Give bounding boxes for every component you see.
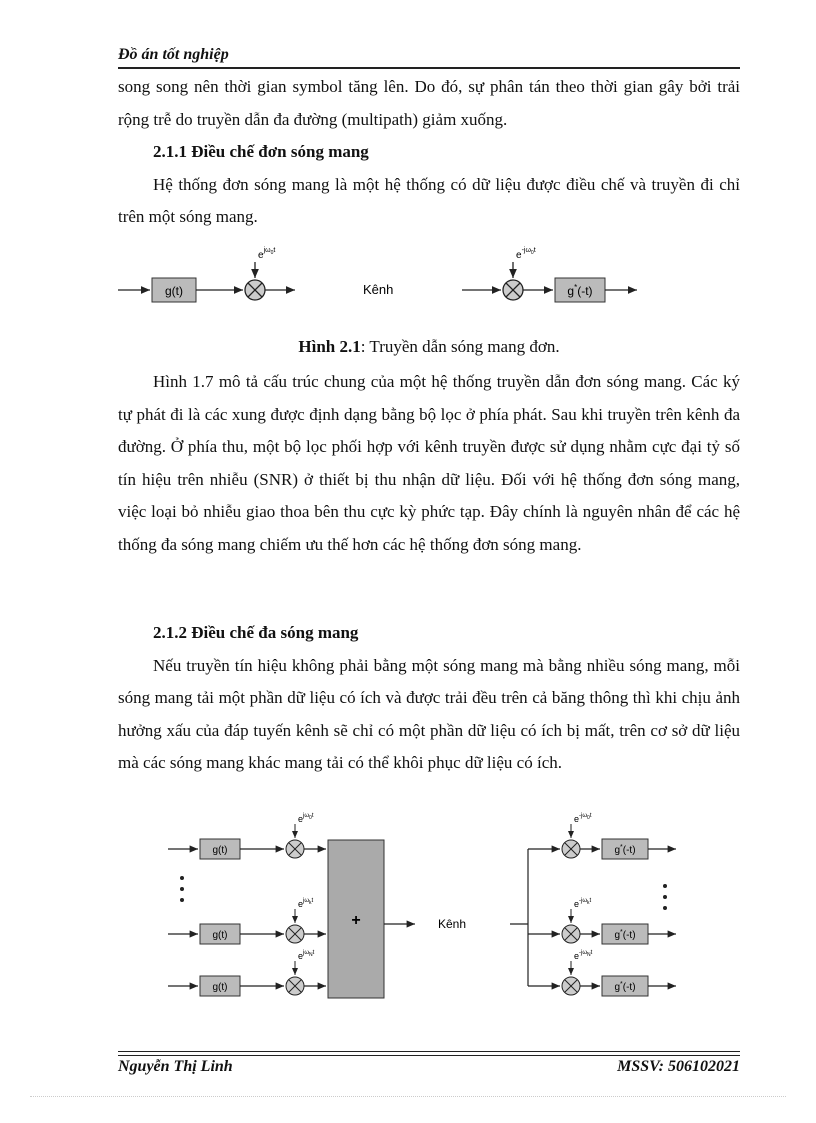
vertical-dots-tx <box>180 876 184 902</box>
svg-text:ejωNt: $e^{j\omega}_N^t$ <box>298 950 315 961</box>
svg-text:g(t): g(t) <box>212 982 228 993</box>
summer-label: + <box>351 912 361 929</box>
svg-text:e-jωNt: $e^{-j\omega}_N^t$ <box>574 950 593 961</box>
figure-single-carrier <box>110 240 650 320</box>
svg-text:ejωkt: $e^{j\omega}_k^t$ <box>298 898 314 909</box>
carrier-rx-label: $e^{-j\omega}_0^t$ <box>516 247 536 261</box>
svg-text:g(t): g(t) <box>212 930 228 941</box>
multiplier-rx-icon <box>503 280 523 300</box>
carrier-tx-label: $e^{j\omega}_0^t$ <box>258 247 276 261</box>
rx-branch-k <box>528 898 676 944</box>
svg-text:g(t): g(t) <box>212 845 228 856</box>
footer-student-id: MSSV: 506102021 <box>617 1058 740 1075</box>
paragraph-single-carrier-desc: Hình 1.7 mô tả cấu trúc chung của một hệ thống truyền dẫn đơn sóng mang. Các ký tự phát đi là các xung được định dạng bằng bộ lọc ở phía phát. Sau khi truyền trên kênh đa đường. Ở phía thu, một bộ lọc phối hợp với kênh truyền được sử dụng nhằm cực đại tỷ số tín hiệu trên nhiễu (SNR) ở thiết bị thu nhận dữ liệu. Đối với hệ thống đơn sóng mang, việc loại bỏ nhiễu giao thoa bên thu cực kỳ phức tạp. Đây chính là nguyên nhân để các hệ thống đa sóng mang chiếm ưu thế hơn các hệ thống đơn sóng mang. <box>118 372 740 554</box>
svg-text:g*(-t): g*(-t) <box>614 844 636 856</box>
footer-author: Nguyễn Thị Linh <box>118 1058 233 1075</box>
svg-text:e-jωkt: $e^{-j\omega}_k^t$ <box>574 898 592 909</box>
tx-filter-label: g(t) <box>165 284 183 298</box>
text-block-middle <box>118 366 740 562</box>
caption-label: Hình 2.1 <box>298 337 361 356</box>
tx-branch-0 <box>168 813 326 859</box>
paragraph-multi-carrier: Nếu truyền tín hiệu không phải bằng một sóng mang mà bằng nhiều sóng mang, mỗi sóng mang tải một phần dữ liệu có ích và được trải đều trên cả băng thông thì khi chịu ảnh hưởng xấu của đáp tuyến kênh sẽ chỉ có một phần dữ liệu có ích bị mất, trên cơ sở dữ liệu mà các sóng mang khác mang tải có thể khôi phục dữ liệu có ích. <box>118 655 740 773</box>
rx-branch-n <box>528 950 676 996</box>
figure-2-1-caption <box>118 337 740 357</box>
vertical-dots-rx <box>663 884 667 910</box>
caption-text: : Truyền dẫn sóng mang đơn. <box>360 337 560 356</box>
text-block-bottom <box>118 617 740 780</box>
page-bottom-dotted-line <box>30 1096 786 1097</box>
paragraph-single-carrier: Hệ thống đơn sóng mang là một hệ thống có dữ liệu được điều chế và truyền đi chỉ trên một sóng mang. <box>118 174 740 227</box>
tx-branch-k <box>168 898 326 944</box>
svg-text:g*(-t): g*(-t) <box>614 929 636 941</box>
section-heading-2-1-2: 2.1.2 Điều chế đa sóng mang <box>153 623 359 642</box>
channel-label-2: Kênh <box>438 917 467 931</box>
text-block-top <box>118 71 740 234</box>
paragraph-intro-continued: song song nên thời gian symbol tăng lên. Do đó, sự phân tán theo thời gian gây bởi trải rộng trễ do truyền dẫn đa đường (multipath) giảm xuống. <box>118 77 740 129</box>
tx-branch-n <box>168 950 326 996</box>
section-heading-2-1-1: 2.1.1 Điều chế đơn sóng mang <box>153 142 369 162</box>
svg-text:ejω0t: $e^{j\omega}_0^t$ <box>298 813 314 824</box>
footer-rule-2 <box>118 1055 740 1056</box>
svg-text:g*(-t): g*(-t) <box>614 981 636 993</box>
rx-filter-label: g*(-t) <box>567 283 593 298</box>
page-header-title: Đồ án tốt nghiệp <box>118 46 229 63</box>
multiplier-tx-icon <box>245 280 265 300</box>
rx-branch-0 <box>528 813 676 859</box>
figure-multi-carrier <box>160 812 700 1012</box>
svg-text:e-jω0t: $e^{-j\omega}_0^t$ <box>574 813 592 824</box>
channel-label: Kênh <box>363 282 394 297</box>
footer-rule-1 <box>118 1051 740 1052</box>
header-rule <box>118 67 740 69</box>
